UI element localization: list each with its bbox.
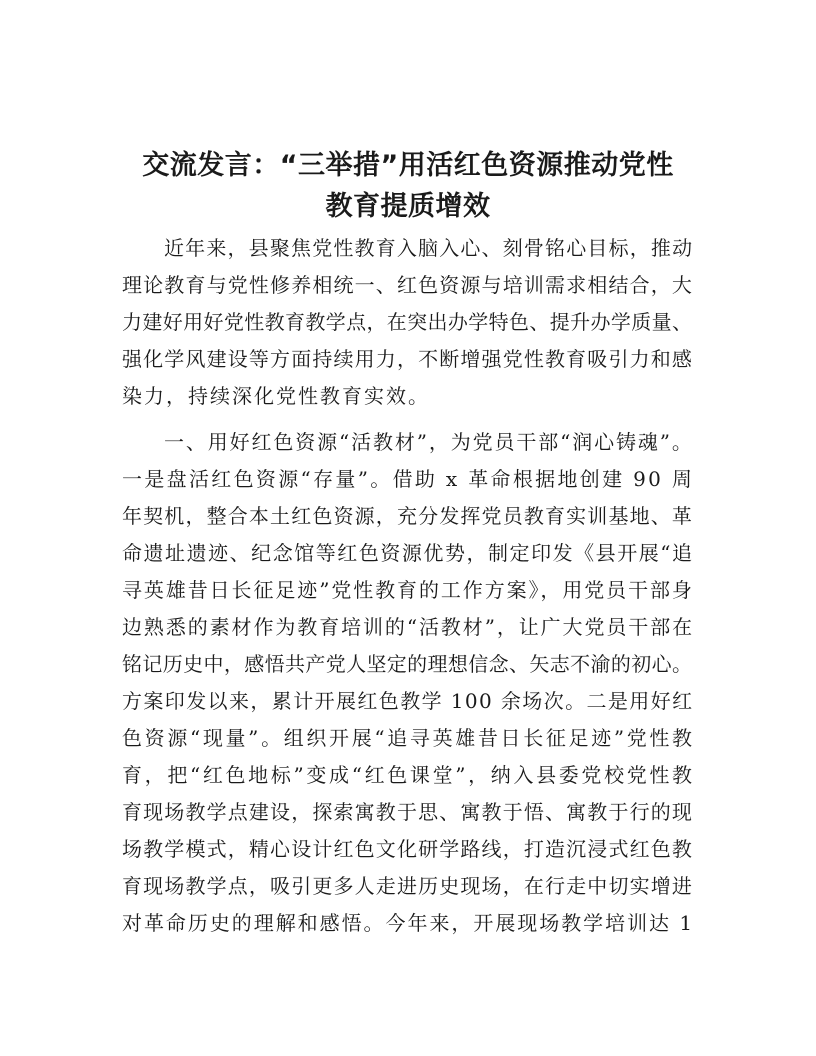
paragraph-1-line: 染力，持续深化党性教育实效。 [122, 384, 430, 408]
paragraph-2-line: 一、用好红色资源“活教材”，为党员干部“润心铸魂”。 [164, 430, 694, 454]
document-title-line-2: 教育提质增效 [325, 191, 491, 222]
document-title-line-1: 交流发言：“三举措”用活红色资源推动党性 [142, 150, 674, 181]
paragraph-2-line: 命遗址遗迹、纪念馆等红色资源优势，制定印发《县开展“追 [122, 541, 694, 565]
paragraph-2-line: 一是盘活红色资源“存量”。借助 x 革命根据地创建 90 周 [122, 467, 695, 491]
paragraph-1-line: 力建好用好党性教育教学点，在突出办学特色、提升办学质量、 [122, 310, 693, 334]
paragraph-2-line: 寻英雄昔日长征足迹”党性教育的工作方案》，用党员干部身 [122, 578, 694, 602]
paragraph-2-line: 育，把“红色地标”变成“红色课堂”，纳入县委党校党性教 [122, 763, 695, 787]
paragraph-1-line: 强化学风建设等方面持续用力，不断增强党性教育吸引力和感 [122, 347, 694, 371]
paragraph-2-line: 色资源“现量”。组织开展“追寻英雄昔日长征足迹”党性教 [122, 726, 695, 750]
paragraph-2-line: 育现场教学点建设，探索寓教于思、寓教于悟、寓教于行的现 [122, 800, 694, 824]
paragraph-2-line: 场教学模式，精心设计红色文化研学路线，打造沉浸式红色教 [122, 837, 694, 861]
paragraph-2-line: 年契机，整合本土红色资源，充分发挥党员教育实训基地、革 [122, 504, 694, 528]
paragraph-2-line: 育现场教学点，吸引更多人走进历史现场，在行走中切实增进 [122, 874, 694, 898]
paragraph-2-line: 铭记历史中，感悟共产党人坚定的理想信念、矢志不渝的初心。 [122, 652, 693, 676]
paragraph-1-line: 理论教育与党性修养相统一、红色资源与培训需求相结合，大 [122, 273, 694, 297]
paragraph-1-line: 近年来，县聚焦党性教育入脑入心、刻骨铭心目标，推动 [164, 236, 694, 260]
paragraph-2-line: 边熟悉的素材作为教育培训的“活教材”，让广大党员干部在 [122, 615, 695, 639]
paragraph-2-line: 对革命历史的理解和感悟。今年来，开展现场教学培训达 1 [122, 911, 695, 935]
paragraph-2-line: 方案印发以来，累计开展红色教学 100 余场次。二是用好红 [122, 689, 694, 713]
